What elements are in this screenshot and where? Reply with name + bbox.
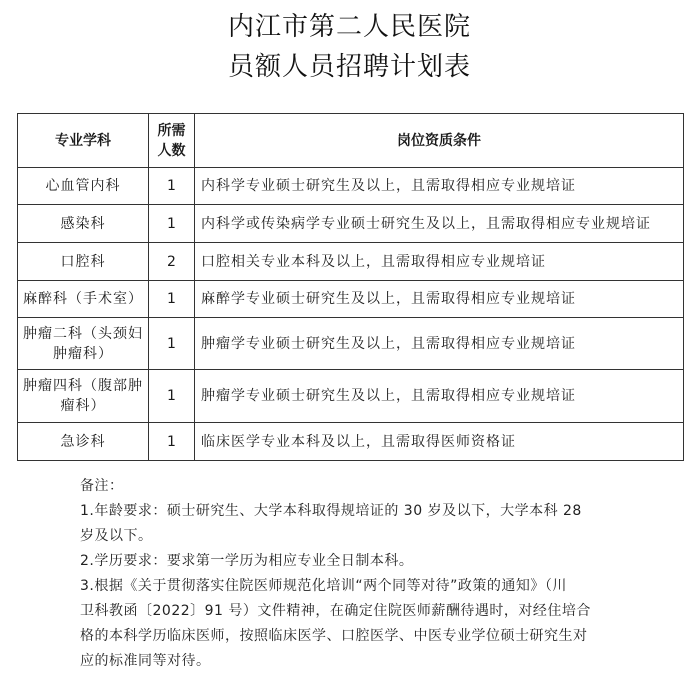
cell-requirement: 麻醉学专业硕士研究生及以上，且需取得相应专业规培证 <box>195 281 684 318</box>
cell-requirement: 肿瘤学专业硕士研究生及以上，且需取得相应专业规培证 <box>195 370 684 423</box>
cell-specialty: 心血管内科 <box>18 168 149 205</box>
table-row <box>18 168 684 205</box>
notes-line: 卫科教函〔2022〕91 号）文件精神，在确定住院医师薪酬待遇时，对经住培合 <box>80 603 591 619</box>
cell-requirement: 口腔相关专业本科及以上，且需取得相应专业规培证 <box>195 243 684 281</box>
cell-count: 1 <box>149 423 195 461</box>
cell-requirement: 内科学专业硕士研究生及以上，且需取得相应专业规培证 <box>195 168 684 205</box>
header-count-line1: 所需 <box>157 122 186 139</box>
notes-line: 岁及以下。 <box>80 528 153 544</box>
cell-specialty-line2: 肿瘤科） <box>53 345 113 362</box>
notes-line: 3.根据《关于贯彻落实住院医师规范化培训“两个同等对待”政策的通知》（川 <box>80 578 567 594</box>
page-title-line2: 员额人员招聘计划表 <box>227 52 471 82</box>
table-row <box>18 370 684 423</box>
notes-heading: 备注： <box>80 478 124 494</box>
table-row <box>18 318 684 370</box>
cell-count: 1 <box>149 318 195 370</box>
cell-count: 1 <box>149 281 195 318</box>
cell-specialty: 急诊科 <box>18 423 149 461</box>
notes-line: 格的本科学历临床医师，按照临床医学、口腔医学、中医专业学位硕士研究生对 <box>80 628 588 644</box>
notes-line: 2.学历要求：要求第一学历为相应专业全日制本科。 <box>80 553 414 569</box>
header-specialty: 专业学科 <box>18 114 149 168</box>
cell-requirement: 内科学或传染病学专业硕士研究生及以上，且需取得相应专业规培证 <box>195 205 684 243</box>
header-count <box>149 114 195 168</box>
cell-specialty: 麻醉科（手术室） <box>18 281 149 318</box>
cell-count: 1 <box>149 205 195 243</box>
cell-specialty-line1: 肿瘤四科（腹部肿 <box>23 378 143 394</box>
table-row <box>18 281 684 318</box>
notes-section <box>80 474 640 674</box>
cell-requirement: 肿瘤学专业硕士研究生及以上，且需取得相应专业规培证 <box>195 318 684 370</box>
cell-specialty: 感染科 <box>18 205 149 243</box>
notes-line: 应的标准同等对待。 <box>80 653 211 669</box>
cell-specialty <box>18 318 149 370</box>
header-requirements: 岗位资质条件 <box>195 114 684 168</box>
cell-requirement: 临床医学专业本科及以上，且需取得医师资格证 <box>195 423 684 461</box>
cell-count: 1 <box>149 168 195 205</box>
header-count-line2: 人数 <box>157 142 186 159</box>
cell-specialty <box>18 370 149 423</box>
table-row <box>18 205 684 243</box>
cell-count: 1 <box>149 370 195 423</box>
table-row <box>18 243 684 281</box>
cell-count: 2 <box>149 243 195 281</box>
notes-line: 1.年龄要求：硕士研究生、大学本科取得规培证的 30 岁及以下，大学本科 28 <box>80 503 582 519</box>
recruitment-plan-table <box>17 113 684 461</box>
table-header-row <box>18 114 684 168</box>
page-title-line1: 内江市第二人民医院 <box>227 12 471 42</box>
cell-specialty: 口腔科 <box>18 243 149 281</box>
table-row <box>18 423 684 461</box>
cell-specialty-line1: 肿瘤二科（头颈妇 <box>23 325 143 342</box>
cell-specialty-line2: 瘤科） <box>60 398 106 414</box>
